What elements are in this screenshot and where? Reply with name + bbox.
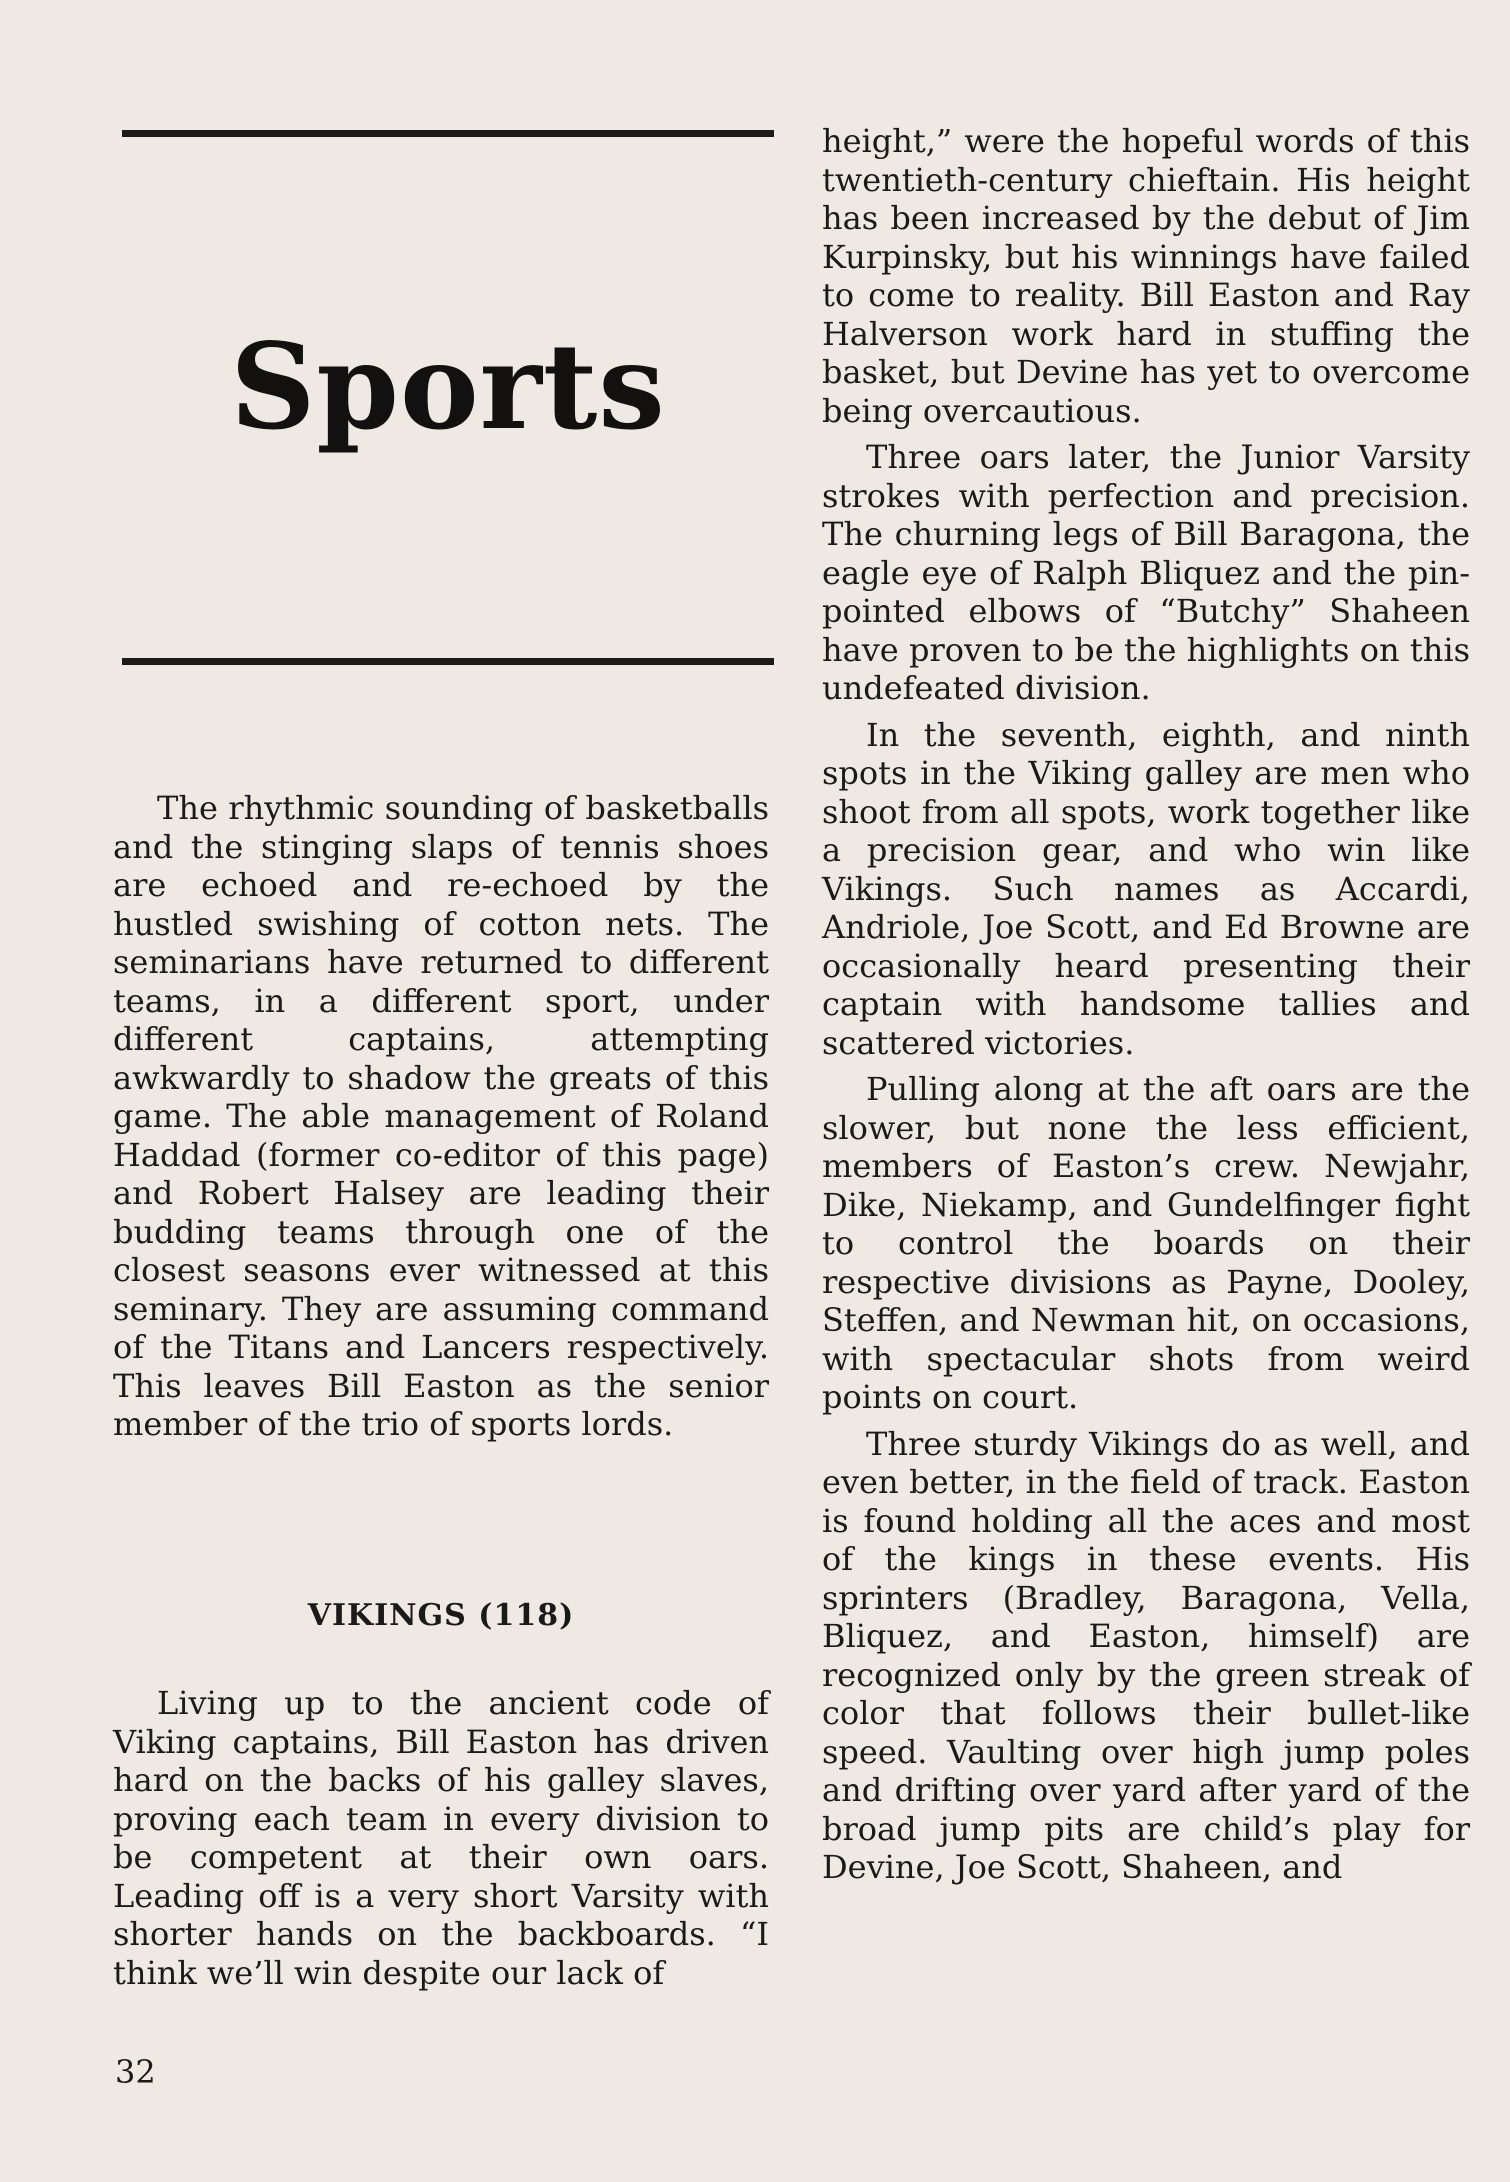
- intro-column: [113, 789, 769, 1444]
- vikings-column: [113, 1684, 769, 1992]
- bottom-rule: [122, 658, 774, 665]
- right-paragraph-3: In the seventh, eighth, and ninth spots in the Viking galley are men who shoot from all spots, work together like a precision gear, and who win like Vikings. Such names as Accardi, Andriole, Joe Scott, and Ed Browne are occasionally heard presenting their captain with handsome tallies and scattered victories.: [822, 715, 1470, 1062]
- right-paragraph-5: Three sturdy Vikings do as well, and even better, in the field of track. Easton is found holding all the aces and most of the kings in these events. His sprinters (Bradley, Baragona, Vella, Bliquez, and Easton, himself) are recognized only by the green streak of color that follows their bullet-like speed. Vaulting over high jump poles and drifting over yard after yard of the broad jump pits are child’s play for Devine, Joe Scott, Shaheen, and: [822, 1424, 1470, 1886]
- intro-paragraph: The rhythmic sounding of basketballs and the stinging slaps of tennis shoes are echoed and re-echoed by the hustled swishing of cotton nets. The seminarians have returned to different teams, in a different sport, under different captains, attempting awkwardly to shadow the greats of this game. The able management of Roland Haddad (former co-editor of this page) and Robert Halsey are leading their budding teams through one of the closest seasons ever witnessed at this seminary. They are assuming command of the Titans and Lancers respectively. This leaves Bill Easton as the senior member of the trio of sports lords.: [113, 789, 769, 1443]
- right-column: [822, 122, 1470, 1887]
- right-paragraph-2: Three oars later, the Junior Varsity strokes with perfection and precision. The churning legs of Bill Baragona, the eagle eye of Ralph Bliquez and the pin-pointed elbows of “Butchy” Shaheen have proven to be the highlights on this undefeated division.: [822, 438, 1470, 707]
- section-heading: VIKINGS (118): [307, 1598, 575, 1633]
- vikings-paragraph-1: Living up to the ancient code of Viking captains, Bill Easton has driven hard on the backs of his galley slaves, proving each team in every division to be competent at their own oars. Leading off is a very short Varsity with shorter hands on the backboards. “I think we’ll win despite our lack of: [113, 1684, 769, 1992]
- right-paragraph-1: height,” were the hopeful words of this twentieth-century chieftain. His height has been increased by the debut of Jim Kurpinsky, but his winnings have failed to come to reality. Bill Easton and Ray Halverson work hard in stuffing the basket, but Devine has yet to overcome being overcautious.: [822, 122, 1470, 430]
- page-title: Sports: [230, 317, 666, 456]
- page-number: 32: [115, 2053, 156, 2091]
- top-rule: [122, 130, 774, 137]
- right-paragraph-4: Pulling along at the aft oars are the slower, but none the less efficient, members of Easton’s crew. Newjahr, Dike, Niekamp, and Gundelfinger fight to control the boards on their respective divisions as Payne, Dooley, Steffen, and Newman hit, on occasions, with spectacular shots from weird points on court.: [822, 1070, 1470, 1416]
